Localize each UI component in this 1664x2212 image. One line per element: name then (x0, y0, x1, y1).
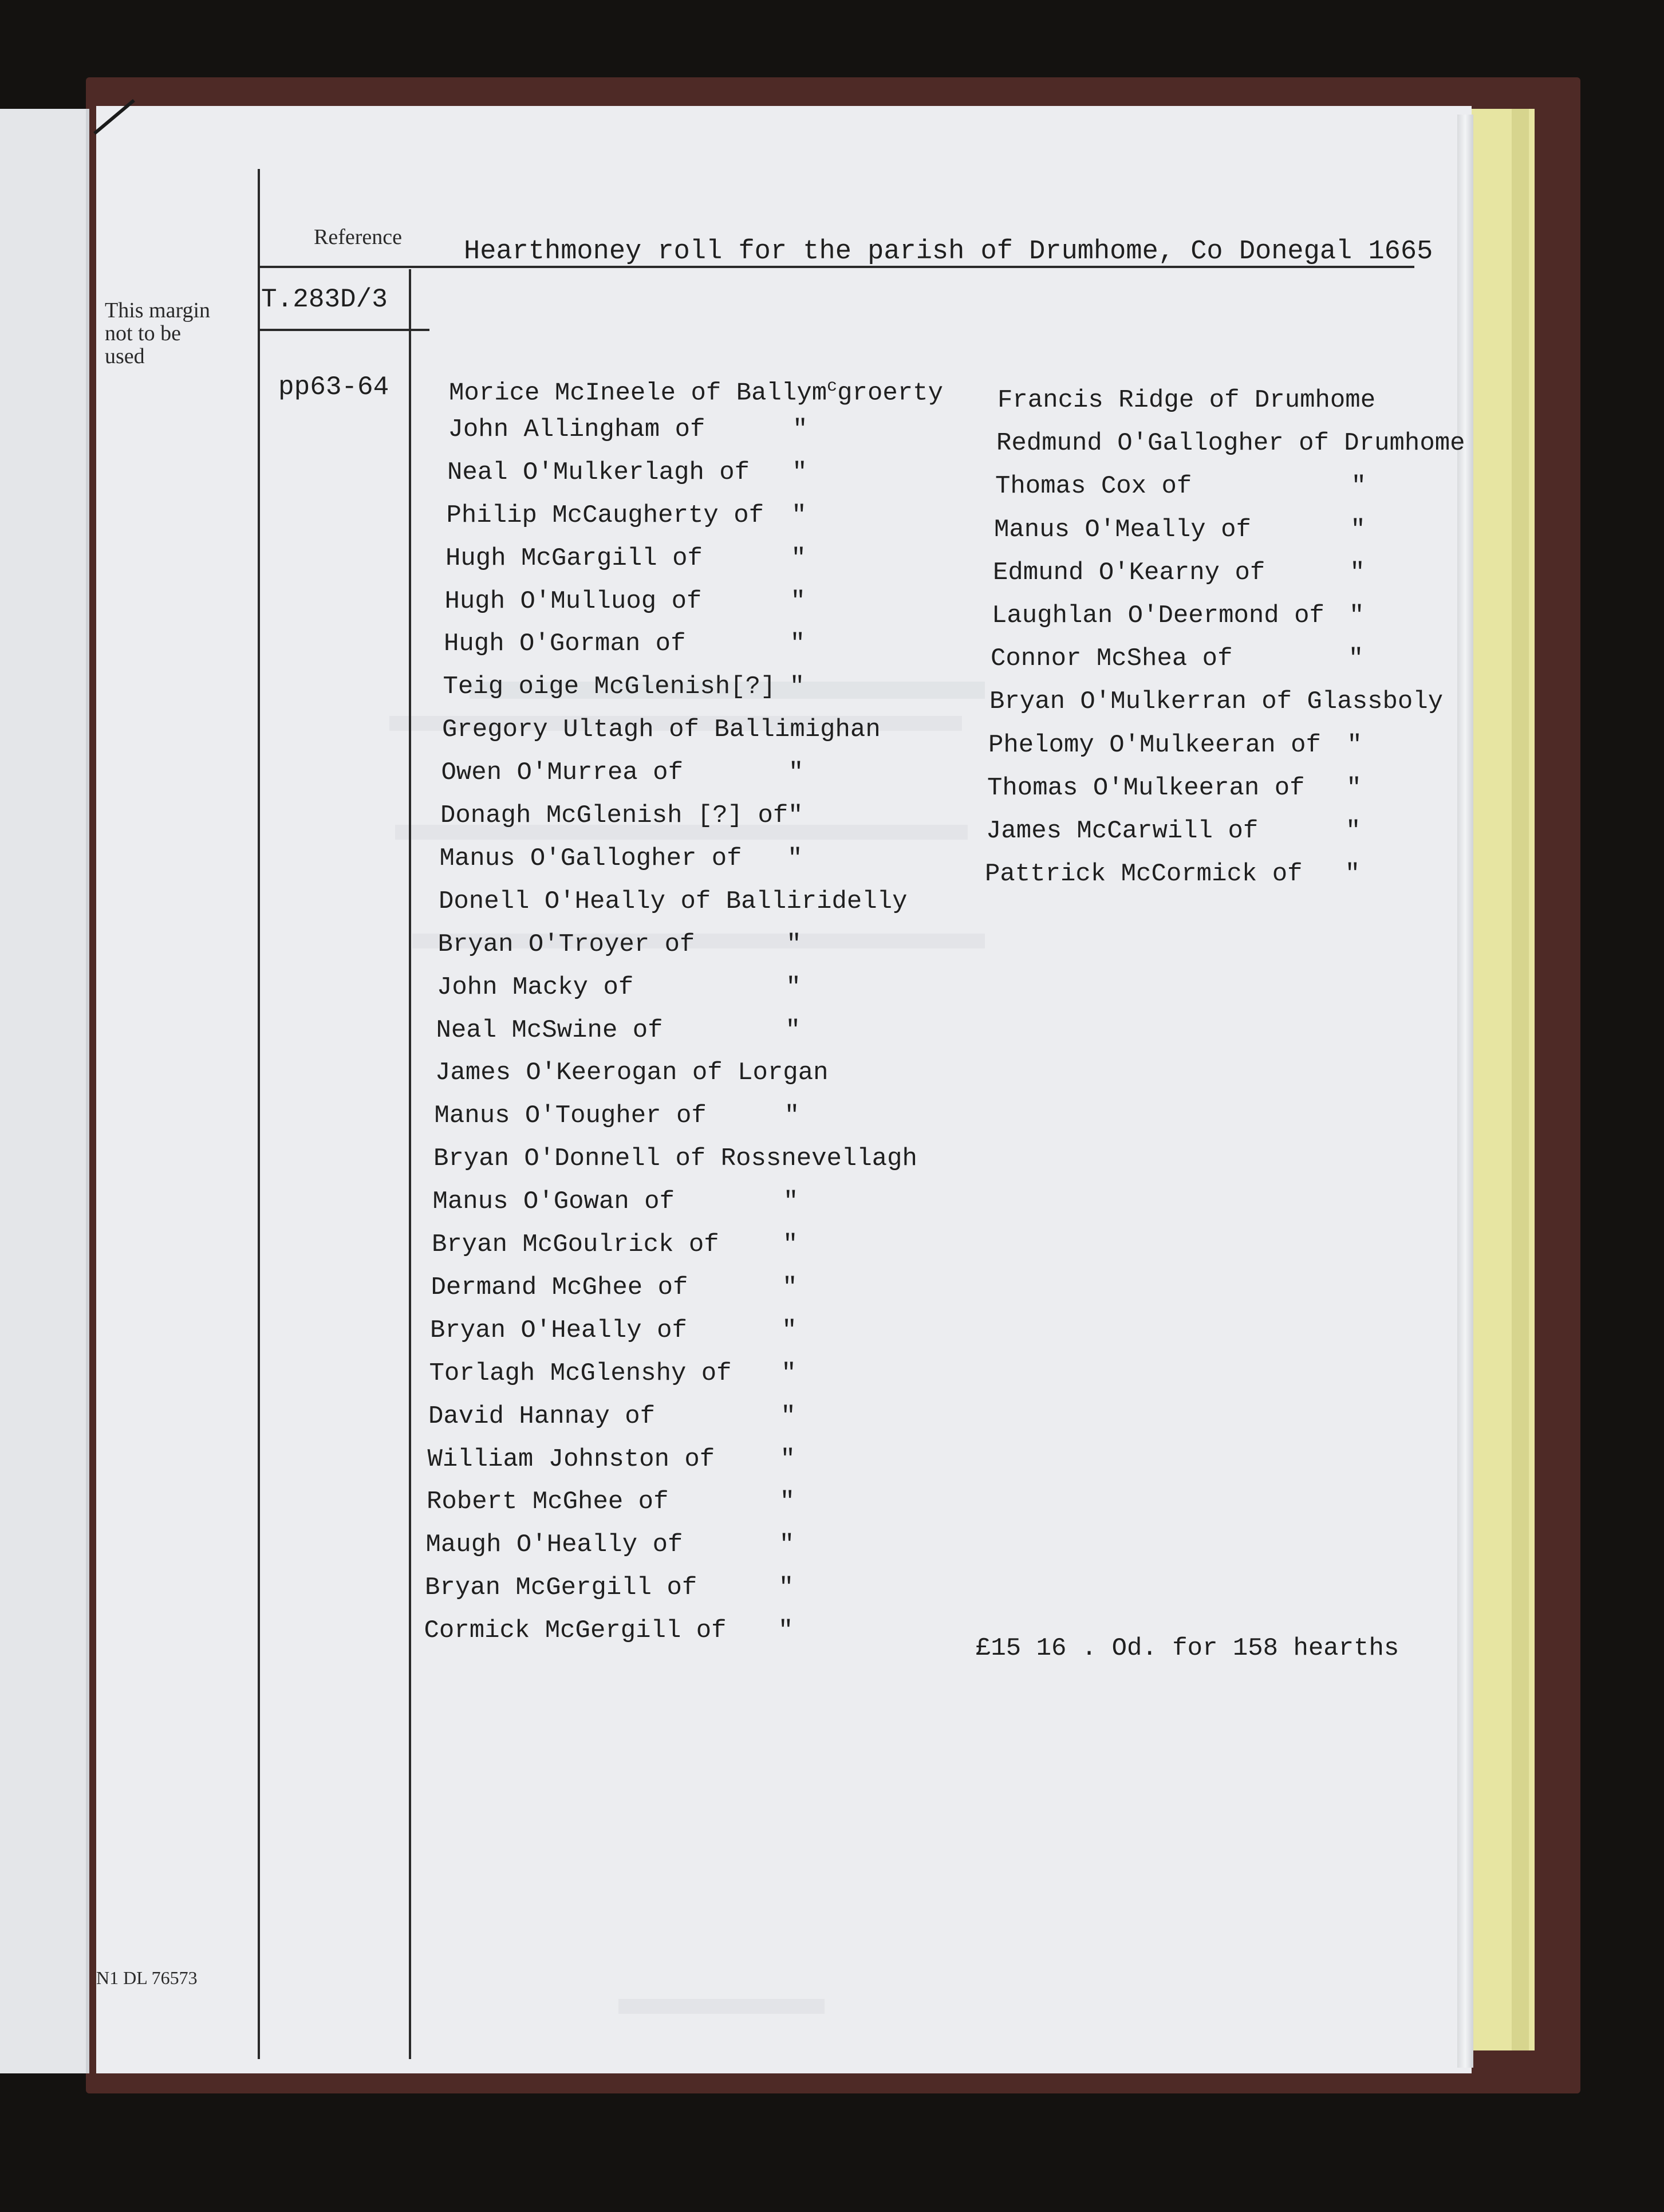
ditto-mark: " (790, 629, 805, 659)
roll-entry (428, 1402, 655, 1431)
roll-entry (987, 774, 1305, 802)
ditto-mark: " (791, 544, 806, 573)
entry-place: of (1221, 515, 1251, 544)
roll-entry (992, 601, 1324, 630)
entry-name: Bryan O'Heally (430, 1316, 642, 1345)
roll-entry (439, 887, 908, 916)
reference-underline (258, 329, 429, 331)
roll-entry (989, 687, 1443, 716)
entry-name: Bryan O'Donnell (433, 1144, 661, 1174)
entry-name: Phelomy O'Mulkeeran (988, 730, 1276, 759)
ditto-mark: " (782, 1273, 798, 1302)
entry-place: of (688, 1230, 719, 1259)
entry-name: Neal McSwine (436, 1016, 618, 1045)
entry-place: of (719, 458, 750, 487)
roll-entry (991, 644, 1232, 673)
ditto-mark: " (792, 458, 807, 487)
entry-place: of Ballym (691, 379, 827, 408)
entry-place: of (667, 1573, 697, 1603)
entry-name: Torlagh McGlenshy (429, 1359, 687, 1388)
roll-entry (432, 1230, 719, 1259)
entry-name: Donagh McGlenish [?] (440, 801, 743, 830)
entry-name: Thomas O'Mulkeeran (987, 773, 1260, 802)
entry-name: Laughlan O'Deermond (992, 601, 1279, 630)
entry-place: of (1228, 817, 1259, 845)
roll-entry (448, 415, 705, 444)
entry-place: of (696, 1616, 727, 1646)
entry-name: Cormick McGergill (424, 1616, 681, 1646)
page-range: pp63-64 (278, 372, 389, 402)
entry-name: Manus O'Tougher (434, 1101, 661, 1131)
ditto-mark: " (785, 1016, 801, 1045)
entry-name: Philip McCaugherty (446, 501, 719, 530)
entry-name: Maugh O'Heally (425, 1530, 638, 1560)
entry-name: Hugh McGargill (445, 544, 657, 573)
entry-superscript: c (827, 377, 838, 396)
entry-name: Francis Ridge (997, 386, 1194, 415)
left-page-edge (0, 109, 89, 2073)
entry-name: Hugh O'Gorman (444, 629, 641, 659)
ditto-mark: " (1347, 730, 1362, 759)
ditto-mark: " (787, 844, 803, 873)
reference-label: Reference (314, 225, 402, 249)
form-code: N1 DL 76573 (96, 1967, 198, 1988)
roll-entry (428, 1445, 715, 1474)
ditto-mark: " (788, 801, 803, 830)
ditto-mark: " (782, 1316, 797, 1345)
roll-entry (438, 930, 695, 959)
roll-entry (425, 1573, 697, 1602)
roll-entry (440, 844, 742, 873)
entry-place: of (1202, 644, 1233, 674)
entry-name: Manus O'Gallogher (439, 844, 697, 873)
entry-name: Morice McIneele (449, 379, 676, 408)
entry-name: Thomas Cox (995, 472, 1147, 501)
roll-entry (426, 1530, 683, 1559)
ditto-mark: " (778, 1616, 794, 1646)
roll-entry (988, 731, 1321, 759)
entry-name: Neal O'Mulkerlagh (447, 458, 704, 487)
entry-name: Manus O'Gowan (432, 1187, 629, 1217)
roll-entry (445, 587, 702, 616)
entry-place: of (653, 758, 683, 788)
ditto-mark: " (781, 1359, 796, 1388)
ditto-mark: " (779, 1530, 795, 1560)
roll-entry (435, 1058, 829, 1087)
document-title: Hearthmoney roll for the parish of Drumhome, Co Donegal 1665 (464, 237, 1433, 267)
roll-entry (424, 1616, 727, 1645)
roll-entry (449, 372, 943, 408)
ditto-mark: " (1348, 644, 1364, 674)
entry-name: Connor McShea (991, 644, 1188, 674)
entry-name: Bryan McGergill (425, 1573, 652, 1603)
roll-entry (433, 1187, 675, 1216)
hearth-total: £15 16 . Od. for 158 hearths (976, 1634, 1399, 1663)
roll-entry (442, 715, 881, 744)
roll-entry (447, 501, 764, 530)
entry-name: Gregory Ultagh (442, 715, 654, 745)
roll-entry (985, 860, 1303, 888)
entry-place: of (1161, 472, 1192, 501)
entry-name: Manus O'Meally (994, 515, 1206, 544)
ditto-mark: " (1350, 558, 1365, 587)
margin-note: This margin not to be used (105, 298, 211, 368)
roll-entry (440, 801, 788, 830)
entry-place: of (638, 1487, 669, 1517)
entry-name: James O'Keerogan (435, 1058, 677, 1088)
roll-entry (993, 558, 1265, 587)
entry-place: of (657, 1273, 688, 1302)
ditto-mark: " (790, 587, 806, 616)
roll-entry (427, 1487, 668, 1516)
entry-place: of (632, 1016, 663, 1045)
ditto-mark: " (1349, 601, 1365, 630)
entry-name: Pattrick McCormick (985, 860, 1257, 889)
ditto-mark: " (791, 501, 807, 530)
roll-entry (443, 672, 776, 701)
page-stack-edge (1457, 115, 1473, 2068)
entry-place: of (734, 501, 764, 530)
entry-name: Bryan McGoulrick (432, 1230, 674, 1259)
roll-entry (447, 458, 750, 487)
entry-name: Dermand McGhee (431, 1273, 643, 1302)
entry-name: Bryan O'Mulkerran (989, 687, 1247, 717)
ditto-mark: " (1346, 773, 1362, 802)
entry-place: of (758, 801, 788, 830)
entry-place: of (684, 1445, 715, 1474)
margin-rule (258, 169, 260, 2059)
ditto-mark: " (1351, 472, 1366, 501)
roll-entry (444, 629, 685, 658)
entry-place: of (657, 1316, 687, 1345)
entry-place: of Drumhome (1299, 429, 1465, 458)
entry-place: of (1272, 860, 1303, 889)
entry-name: Bryan O'Troyer (437, 930, 650, 959)
ditto-mark: " (779, 1487, 795, 1517)
entry-name: Teig oige McGlenish[?] (443, 672, 776, 702)
entry-place: of Glassboly (1261, 687, 1444, 717)
ditto-mark: " (783, 1187, 799, 1217)
entry-name: Redmund O'Gallogher (996, 429, 1284, 458)
entry-name: John Macky (437, 973, 589, 1002)
entry-place-rest: groerty (837, 379, 943, 408)
ditto-mark: " (792, 415, 808, 444)
entry-place: of (672, 544, 703, 573)
ditto-mark: " (778, 1573, 794, 1603)
entry-name: David Hannay (428, 1402, 610, 1431)
roll-entry (430, 1316, 687, 1345)
roll-entry (435, 1101, 707, 1130)
reference-code: T.283D/3 (261, 285, 388, 314)
entry-place: of (711, 844, 742, 873)
entry-place: of (603, 973, 634, 1002)
entry-place: of (676, 1101, 707, 1131)
yellow-sheet-edge (1512, 109, 1529, 2050)
entry-place: of (701, 1359, 732, 1388)
ditto-mark: " (783, 1230, 798, 1259)
roll-entry (429, 1359, 732, 1388)
ditto-mark: " (786, 973, 801, 1002)
roll-entry (996, 429, 1465, 458)
roll-entry (437, 973, 633, 1002)
ditto-mark: " (780, 1445, 795, 1474)
reference-rule (409, 269, 411, 2059)
roll-entry (994, 515, 1251, 544)
entry-name: Edmund O'Kearny (993, 558, 1220, 587)
entry-place: of (644, 1187, 675, 1217)
bleed-through-mark (618, 1999, 825, 2014)
entry-place: of (1235, 558, 1265, 587)
entry-place: of (1294, 601, 1324, 630)
entry-place: of (1291, 730, 1321, 759)
ditto-mark: " (789, 672, 805, 702)
ditto-mark: " (1344, 860, 1361, 889)
entry-place: of (655, 629, 686, 659)
entry-place: of Drumhome (1209, 386, 1376, 415)
entry-place: of (625, 1402, 656, 1431)
roll-entry (997, 386, 1375, 415)
entry-name: John Allingham (448, 415, 660, 444)
ditto-mark: " (786, 930, 802, 959)
roll-entry (986, 817, 1258, 845)
ditto-mark: " (788, 758, 804, 788)
roll-entry (445, 544, 703, 573)
entry-name: Hugh O'Mulluog (444, 587, 657, 616)
entry-name: William Johnston (427, 1445, 669, 1474)
ditto-mark: " (780, 1402, 796, 1431)
entry-place: of Lorgan (692, 1058, 829, 1088)
entry-place: of Ballimighan (669, 715, 881, 745)
entry-place: of (1274, 773, 1305, 802)
ditto-mark: " (1346, 817, 1361, 845)
entry-place: of (675, 415, 705, 444)
roll-entry (433, 1144, 917, 1173)
entry-place: of (664, 930, 695, 959)
roll-entry (431, 1273, 688, 1302)
roll-entry (441, 758, 683, 787)
roll-entry (436, 1016, 663, 1045)
entry-name: Owen O'Murrea (441, 758, 638, 788)
entry-place: of (671, 587, 702, 616)
entry-place: of Balliridelly (680, 887, 908, 916)
ditto-mark: " (1350, 515, 1366, 544)
roll-entry (995, 472, 1192, 501)
entry-place: of Rossnevellagh (675, 1144, 917, 1174)
entry-name: James McCarwill (986, 817, 1213, 845)
entry-place: of (652, 1530, 683, 1560)
entry-name: Donell O'Heally (439, 887, 666, 916)
ditto-mark: " (784, 1101, 800, 1131)
entry-name: Robert McGhee (427, 1487, 624, 1517)
